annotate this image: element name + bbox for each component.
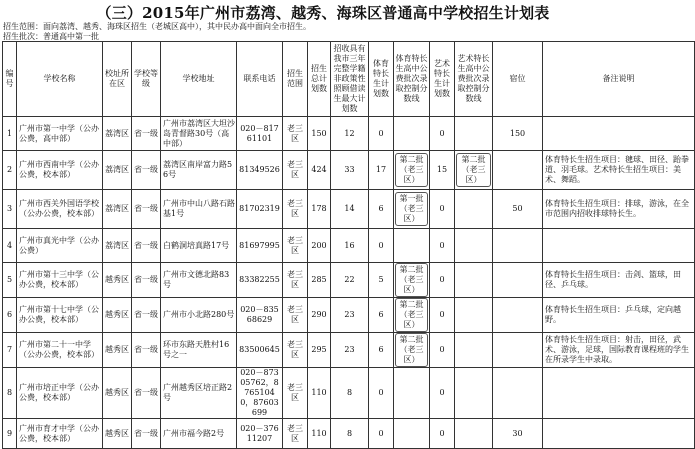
cell-level: 省一级 — [132, 263, 161, 298]
cell-no: 4 — [3, 229, 17, 263]
cell-arts-batch — [455, 419, 493, 449]
cell-sports-batch — [394, 368, 430, 419]
cell-scope: 老三区 — [283, 333, 308, 368]
cell-remarks — [543, 368, 695, 419]
col-header-no: 编号 — [3, 42, 17, 117]
cell-address: 荔湾区南岸富力路56号 — [161, 151, 237, 190]
col-header-phone: 联系电话 — [237, 42, 283, 117]
col-header-district: 校址所在区 — [103, 42, 132, 117]
cell-no: 5 — [3, 263, 17, 298]
cell-total: 110 — [308, 419, 331, 449]
cell-total: 150 — [308, 117, 331, 151]
cell-level: 省一级 — [132, 151, 161, 190]
cell-no: 2 — [3, 151, 17, 190]
batch-badge: 第二批（老三区） — [395, 263, 428, 297]
cell-arts-count: 15 — [430, 151, 455, 190]
cell-district: 荔湾区 — [103, 151, 132, 190]
cell-sports-batch — [394, 117, 430, 151]
cell-total: 285 — [308, 263, 331, 298]
cell-school: 广州市第十三中学（公办公费，校本部） — [17, 263, 103, 298]
table-row — [3, 333, 695, 368]
cell-sports-batch — [394, 229, 430, 263]
cell-district: 越秀区 — [103, 333, 132, 368]
cell-sports-count: 17 — [369, 151, 394, 190]
cell-no: 8 — [3, 368, 17, 419]
cell-phone: 83382255 — [237, 263, 283, 298]
col-header-total: 招生总计划数 — [308, 42, 331, 117]
cell-no: 7 — [3, 333, 17, 368]
cell-total: 178 — [308, 190, 331, 229]
enrollment-plan-table — [2, 41, 695, 449]
table-row — [3, 368, 695, 419]
cell-scope: 老三区 — [283, 151, 308, 190]
cell-scope: 老三区 — [283, 263, 308, 298]
col-header-scope: 招生范围 — [283, 42, 308, 117]
cell-phone: 020－87305762，87651040，87603699 — [237, 368, 283, 419]
col-header-school: 学校名称 — [17, 42, 103, 117]
cell-sports-count: 0 — [369, 368, 394, 419]
cell-address: 广州市福今路2号 — [161, 419, 237, 449]
cell-arts-count: 0 — [430, 229, 455, 263]
cell-level: 省一级 — [132, 117, 161, 151]
cell-quota: 8 — [331, 419, 369, 449]
cell-sports-count: 6 — [369, 298, 394, 333]
table-row — [3, 151, 695, 190]
cell-arts-batch — [455, 229, 493, 263]
cell-phone: 81697995 — [237, 229, 283, 263]
cell-address: 广州市中山八路石路基1号 — [161, 190, 237, 229]
cell-arts-count: 0 — [430, 117, 455, 151]
cell-arts-batch — [455, 333, 493, 368]
cell-phone: 020－83568629 — [237, 298, 283, 333]
cell-level: 省一级 — [132, 190, 161, 229]
col-header-remarks: 备注说明 — [543, 42, 695, 117]
table-row — [3, 229, 695, 263]
cell-sports-batch — [394, 190, 430, 229]
table-row — [3, 190, 695, 229]
cell-address: 白鹤洞培真路17号 — [161, 229, 237, 263]
cell-scope: 老三区 — [283, 190, 308, 229]
cell-total: 200 — [308, 229, 331, 263]
batch-badge: 第二批（老三区） — [395, 298, 428, 332]
cell-sports-count: 6 — [369, 190, 394, 229]
cell-scope: 老三区 — [283, 368, 308, 419]
cell-district: 越秀区 — [103, 298, 132, 333]
cell-school: 广州市第十七中学（公办公费，校本部） — [17, 298, 103, 333]
cell-board — [493, 151, 543, 190]
cell-no: 6 — [3, 298, 17, 333]
cell-arts-batch — [455, 298, 493, 333]
cell-arts-count: 0 — [430, 190, 455, 229]
cell-board: 50 — [493, 190, 543, 229]
cell-sports-batch — [394, 263, 430, 298]
col-header-sports-batch: 体育特长生高中公费批次录取控制分数线 — [394, 42, 430, 117]
cell-district: 越秀区 — [103, 263, 132, 298]
cell-board: 30 — [493, 419, 543, 449]
cell-address: 广州市小北路280号 — [161, 298, 237, 333]
cell-total: 290 — [308, 298, 331, 333]
cell-remarks: 体育特长生招生项目：毽球、田径、跆拳道、羽毛球。艺术特长生招生项目：美术、舞蹈。 — [543, 151, 695, 190]
cell-phone: 020－81761101 — [237, 117, 283, 151]
cell-board: 150 — [493, 117, 543, 151]
page-title: （三）2015年广州市荔湾、越秀、海珠区普通高中学校招生计划表 — [96, 4, 550, 22]
col-header-level: 学校等级 — [132, 42, 161, 117]
table-row — [3, 117, 695, 151]
cell-arts-count: 0 — [430, 368, 455, 419]
cell-quota: 8 — [331, 368, 369, 419]
cell-school: 广州市西南中学（公办公费，校本部） — [17, 151, 103, 190]
cell-quota: 22 — [331, 263, 369, 298]
cell-arts-batch — [455, 263, 493, 298]
cell-remarks: 体育特长生招生项目：乒乓球，定向越野。 — [543, 298, 695, 333]
cell-district: 越秀区 — [103, 419, 132, 449]
cell-remarks: 体育特长生招生项目：击剑、篮球，田径、乒乓球。 — [543, 263, 695, 298]
cell-arts-batch — [455, 151, 493, 190]
cell-board — [493, 229, 543, 263]
cell-scope: 老三区 — [283, 229, 308, 263]
cell-arts-batch — [455, 117, 493, 151]
cell-arts-count: 0 — [430, 333, 455, 368]
cell-sports-batch — [394, 151, 430, 190]
enrollment-scope-note: 招生范围：面向荔湾、越秀、海珠区招生（老城区高中），其中民办高中面向全市招生。 — [3, 22, 311, 31]
cell-district: 荔湾区 — [103, 229, 132, 263]
cell-scope: 老三区 — [283, 298, 308, 333]
cell-remarks — [543, 229, 695, 263]
cell-address: 广州市文德北路83号 — [161, 263, 237, 298]
cell-sports-count: 6 — [369, 333, 394, 368]
table-header-row — [3, 42, 695, 117]
batch-badge: 第二批（老三区） — [456, 153, 491, 187]
table-row — [3, 263, 695, 298]
cell-address: 广州市荔湾区大坦沙岛青督路30号（高中部） — [161, 117, 237, 151]
cell-total: 110 — [308, 368, 331, 419]
cell-phone: 83500645 — [237, 333, 283, 368]
cell-arts-count: 0 — [430, 298, 455, 333]
col-header-quota: 招收具有我市三年完整学籍非政策性照顾借读生最大计划数 — [331, 42, 369, 117]
cell-arts-count: 0 — [430, 263, 455, 298]
cell-school: 广州市培正中学（公办公费，校本部） — [17, 368, 103, 419]
cell-board — [493, 263, 543, 298]
cell-total: 424 — [308, 151, 331, 190]
cell-phone: 020－37611207 — [237, 419, 283, 449]
cell-phone: 81702319 — [237, 190, 283, 229]
cell-level: 省一级 — [132, 419, 161, 449]
cell-arts-batch — [455, 190, 493, 229]
cell-sports-count: 0 — [369, 229, 394, 263]
cell-address: 环市东路天胜村16号之一 — [161, 333, 237, 368]
col-header-arts-batch: 艺术特长生高中公费批次录取控制分数线 — [455, 42, 493, 117]
cell-arts-count: 0 — [430, 419, 455, 449]
cell-no: 1 — [3, 117, 17, 151]
cell-phone: 81349526 — [237, 151, 283, 190]
cell-remarks: 体育特长生招生项目：排球，游泳，在全市范围内招收排球特长生。 — [543, 190, 695, 229]
cell-school: 广州市第二十一中学（公办公费，校本部） — [17, 333, 103, 368]
table-row — [3, 298, 695, 333]
cell-school: 广州市真光中学（公办公费） — [17, 229, 103, 263]
cell-no: 3 — [3, 190, 17, 229]
cell-quota: 12 — [331, 117, 369, 151]
cell-quota: 16 — [331, 229, 369, 263]
cell-quota: 33 — [331, 151, 369, 190]
cell-level: 省一级 — [132, 229, 161, 263]
batch-badge: 第二批（老三区） — [395, 333, 428, 367]
col-header-sports-count: 体育特长生计划数 — [369, 42, 394, 117]
cell-remarks: 体育特长生招生项目：射击，田径，武术、游泳，足球，国际教育课程班的学生在所录学生中录取。 — [543, 333, 695, 368]
cell-board — [493, 298, 543, 333]
col-header-board: 宿位 — [493, 42, 543, 117]
cell-address: 广州越秀区培正路2号 — [161, 368, 237, 419]
cell-sports-batch — [394, 419, 430, 449]
cell-sports-count: 0 — [369, 117, 394, 151]
cell-scope: 老三区 — [283, 419, 308, 449]
cell-remarks — [543, 117, 695, 151]
cell-school: 广州市第一中学（公办公费，高中部） — [17, 117, 103, 151]
cell-sports-count: 0 — [369, 419, 394, 449]
table-row — [3, 419, 695, 449]
cell-quota: 23 — [331, 298, 369, 333]
cell-district: 荔湾区 — [103, 117, 132, 151]
batch-badge: 第二批（老三区） — [395, 153, 428, 187]
cell-total: 295 — [308, 333, 331, 368]
cell-level: 省一级 — [132, 368, 161, 419]
cell-district: 荔湾区 — [103, 190, 132, 229]
col-header-address: 学校地址 — [161, 42, 237, 117]
batch-badge: 第一批（老三区） — [395, 192, 428, 226]
cell-remarks — [543, 419, 695, 449]
cell-no: 9 — [3, 419, 17, 449]
col-header-arts-count: 艺术特长生计划数 — [430, 42, 455, 117]
cell-board — [493, 333, 543, 368]
cell-district: 越秀区 — [103, 368, 132, 419]
cell-board — [493, 368, 543, 419]
cell-quota: 14 — [331, 190, 369, 229]
cell-arts-batch — [455, 368, 493, 419]
cell-sports-batch — [394, 298, 430, 333]
cell-scope: 老三区 — [283, 117, 308, 151]
cell-level: 省一级 — [132, 298, 161, 333]
cell-school: 广州市西关外国语学校（公办公费，校本部） — [17, 190, 103, 229]
cell-quota: 23 — [331, 333, 369, 368]
cell-school: 广州市育才中学（公办公费，校本部） — [17, 419, 103, 449]
cell-sports-batch — [394, 333, 430, 368]
enrollment-batch-note: 招生批次：普通高中第一批 — [3, 32, 99, 41]
cell-level: 省一级 — [132, 333, 161, 368]
cell-sports-count: 5 — [369, 263, 394, 298]
